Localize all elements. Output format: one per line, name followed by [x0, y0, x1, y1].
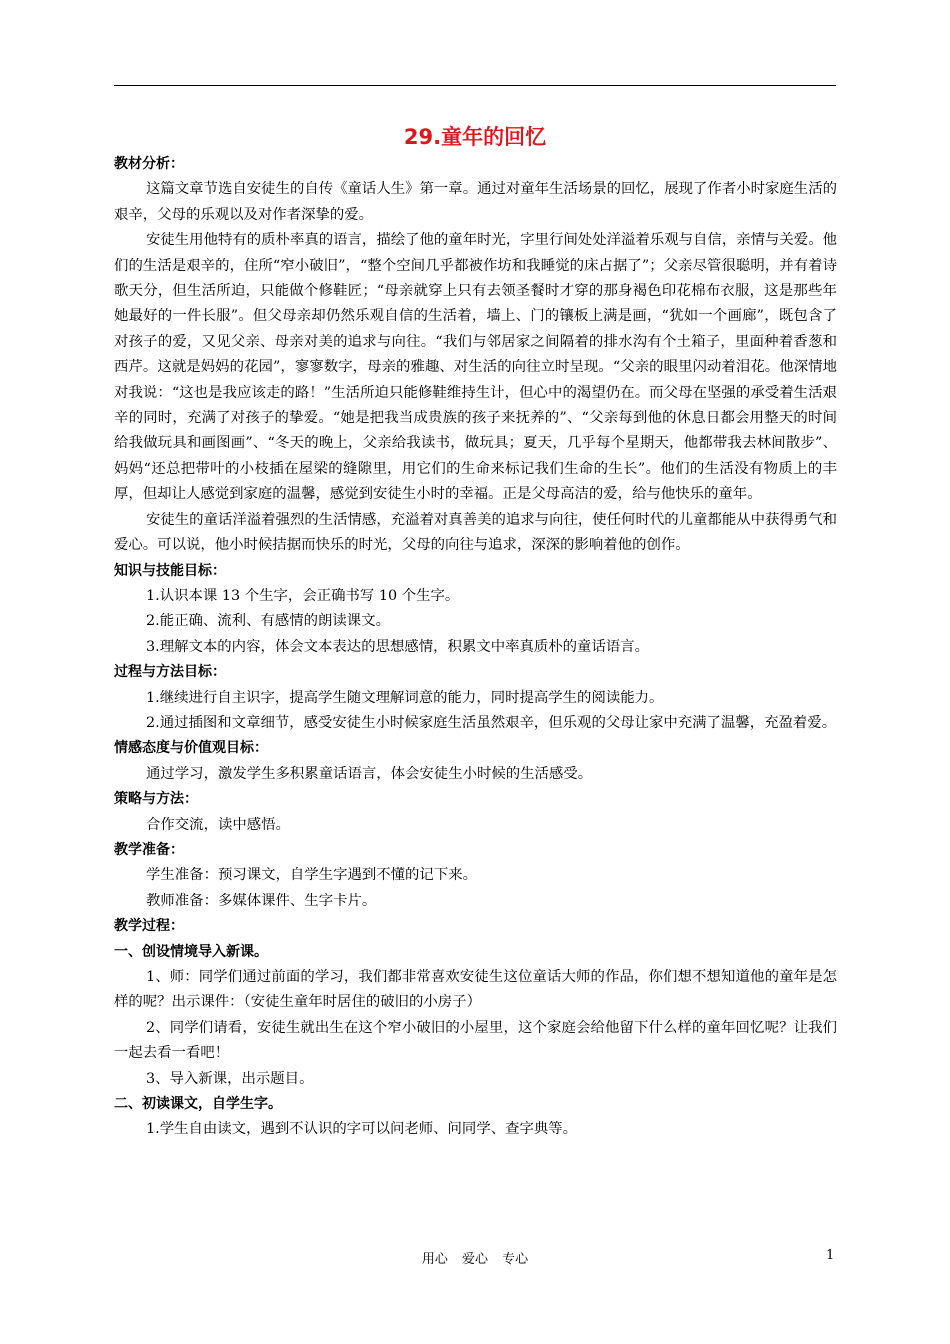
list-item: 3、导入新课，出示题目。: [146, 1070, 314, 1087]
paragraph: 安徒生用他特有的质朴率真的语言，描绘了他的童年时光，字里行间处处洋溢着乐观与自信，亲情与关爱。他们的生活是艰辛的，住所“窄小破旧”，“整个空间几乎都被作坊和我睡觉的床占据了”；父亲尽管很聪明，并有着诗歌天分，但生活所迫，只能做个修鞋匠；“母亲就穿上只有去领圣餐时才穿的那身褐色印花棉布衣服，这是那些年她最好的一件长服”。但父母亲却仍然乐观自信的生活着，墙上、门的镶板上满是画，“犹如一个画廊”，既包含了对孩子的爱，又见父亲、母亲对美的追求与向往。“我们与邻居家之间隔着的排水沟有个土箱子，里面种着香葱和西芹。这就是妈妈的花园”，寥寥数字，母亲的雅趣、对生活的向往立时呈现。“父亲的眼里闪动着泪花。他深情地对我说：“这也是我应该走的路！”生活所迫只能修鞋维持生计，但心中的渴望仍在。而父母在坚强的承受着生活艰辛的同时，充满了对孩子的挚爱。“她是把我当成贵族的孩子来抚养的”、“父亲每到他的休息日都会用整天的时间给我做玩具和画图画”、“冬天的晚上，父亲给我读书，做玩具；夏天，几乎每个星期天，他都带我去林间散步”、 妈妈“还总把带叶的小枝插在屋梁的缝隙里，用它们的生命来标记我们生命的生长”。他们的生活没有物质上的丰厚，但却让人感觉到家庭的温馨，感觉到安徒生小时的幸福。正是父母高洁的爱，给与他快乐的童年。: [114, 232, 837, 503]
list-item: 2.通过插图和文章细节，感受安徒生小时候家庭生活虽然艰辛，但乐观的父母让家中充满了温馨，充盈着爱。: [146, 714, 837, 731]
list-item: 3.理解文本的内容，体会文本表达的思想感情，积累文中率真质朴的童话语言。: [146, 638, 650, 655]
list-item: 1.认识本课 13 个生字，会正确书写 10 个生字。: [146, 587, 460, 604]
paragraph: 通过学习，激发学生多积累童话语言，体会安徒生小时候的生活感受。: [146, 765, 593, 782]
paragraph: 学生准备：预习课文，自学生字遇到不懂的记下来。: [146, 867, 477, 884]
list-item: 2.能正确、流利、有感情的朗读课文。: [146, 613, 390, 630]
section-heading-emotion: 情感态度与价值观目标：: [114, 740, 268, 757]
subsection-heading-part2: 二、初读课文，自学生字。: [114, 1096, 282, 1113]
section-heading-process: 过程与方法目标：: [114, 664, 226, 681]
paragraph: 教师准备：多媒体课件、生字卡片。: [146, 892, 377, 909]
section-heading-strategy: 策略与方法：: [114, 791, 198, 808]
section-heading-analysis: 教材分析：: [114, 156, 184, 172]
list-item: 1.继续进行自主识字，提高学生随文理解词意的能力，同时提高学生的阅读能力。: [146, 689, 664, 706]
list-item: 1、师：同学们通过前面的学习，我们都非常喜欢安徒生这位童话大师的作品，你们想不想知道他的童年是怎样的呢？出示课件：（安徒生童年时居住的破旧的小房子）: [114, 969, 837, 1011]
document-body: [114, 152, 837, 1143]
footer-motto: 用心 爱心 专心: [421, 1252, 529, 1267]
list-item: 2、同学们请看，安徒生就出生在这个窄小破旧的小屋里，这个家庭会给他留下什么样的童年回忆呢？让我们一起去看一看吧！: [114, 1019, 837, 1062]
page-number: 1: [826, 1248, 835, 1263]
paragraph: 合作交流，读中感悟。: [146, 816, 290, 833]
list-item: 1.学生自由读文，遇到不认识的字可以问老师、问同学、查字典等。: [146, 1121, 578, 1138]
header-rule: [114, 85, 836, 86]
paragraph: 安徒生的童话洋溢着强烈的生活情感，充溢着对真善美的追求与向往，使任何时代的儿童都能从中获得勇气和爱心。可以说，他小时候拮据而快乐的时光，父母的向往与追求，深深的影响着他的创作。: [114, 511, 837, 554]
subsection-heading-part1: 一、创设情境导入新课。: [114, 943, 268, 960]
document-title: 29.童年的回忆: [403, 125, 547, 149]
section-heading-prep: 教学准备：: [114, 841, 184, 858]
section-heading-procedure: 教学过程：: [114, 918, 184, 935]
section-heading-knowledge: 知识与技能目标：: [114, 562, 226, 579]
paragraph: 这篇文章节选自安徒生的自传《童话人生》第一章。通过对童年生活场景的回忆，展现了作者小时家庭生活的艰辛，父母的乐观以及对作者深挚的爱。: [114, 181, 837, 223]
